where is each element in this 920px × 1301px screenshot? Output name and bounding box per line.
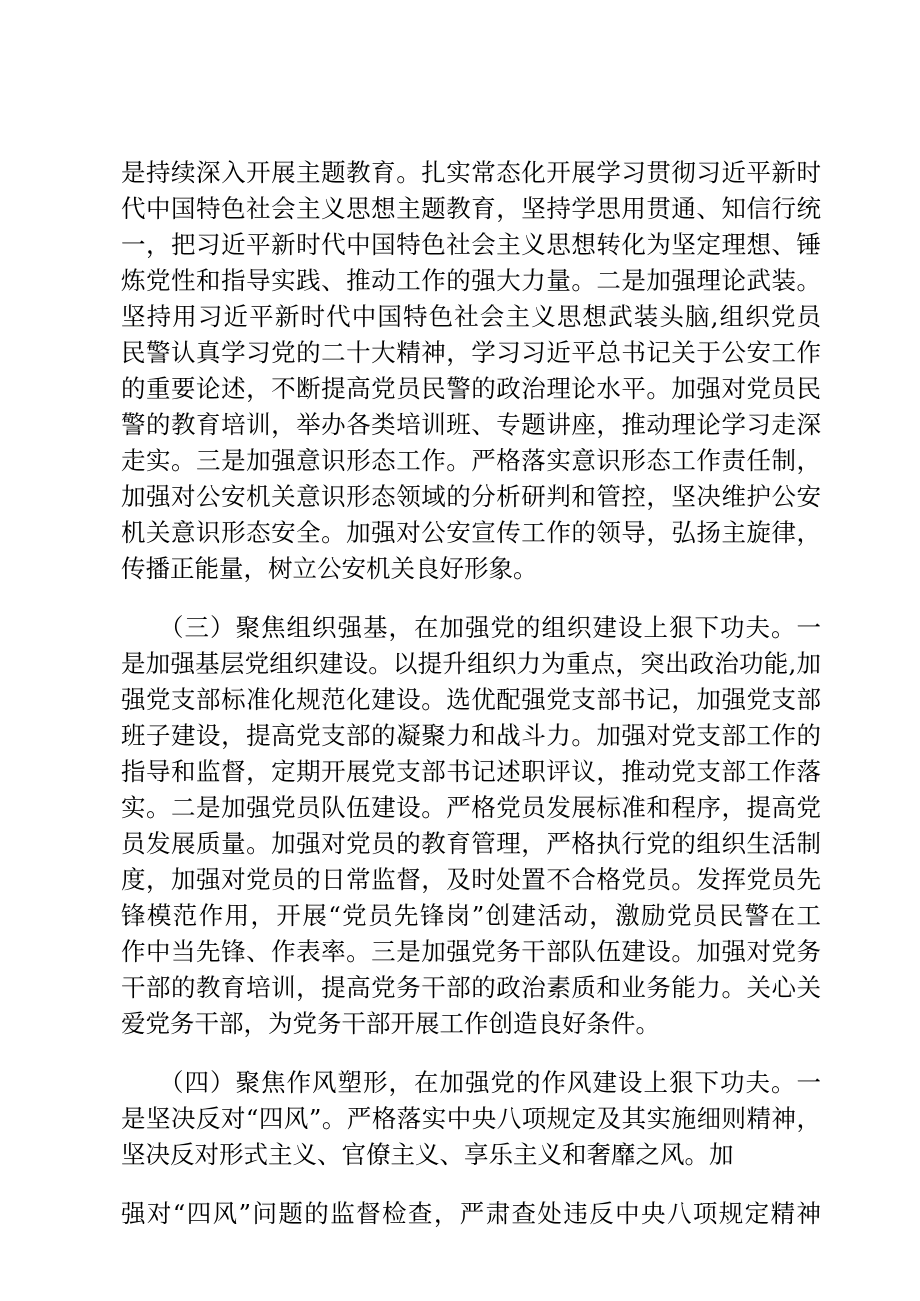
text-line: 民警认真学习党的二十大精神，学习习近平总书记关于公安工作 (121, 338, 821, 367)
text-line: 坚持用习近平新时代中国特色社会主义思想武装头脑,组织党员 (121, 302, 821, 331)
text-line: 代中国特色社会主义思想主题教育，坚持学思用贯通、知信行统 (121, 194, 821, 223)
text-line: 警的教育培训，举办各类培训班、专题讲座，推动理论学习走深 (121, 410, 821, 439)
text-line: 爱党务干部，为党务干部开展工作创造良好条件。 (121, 1009, 660, 1038)
text-line: 指导和监督，定期开展党支部书记述职评议，推动党支部工作落 (121, 757, 821, 786)
text-line: 坚决反对形式主义、官僚主义、享乐主义和奢靡之风。加 (121, 1140, 734, 1169)
text-line: 干部的教育培训，提高党务干部的政治素质和业务能力。关心关 (121, 973, 821, 1002)
text-line: 实。二是加强党员队伍建设。严格党员发展标准和程序，提高党 (121, 793, 821, 822)
text-line: 是加强基层党组织建设。以提升组织力为重点，突出政治功能,加 (121, 649, 821, 678)
text-line: 加强对公安机关意识形态领域的分析研判和管控，坚决维护公安 (121, 482, 821, 511)
text-line: 锋模范作用，开展“党员先锋岗”创建活动，激励党员民警在工 (121, 901, 821, 930)
text-line: 是坚决反对“四风”。严格落实中央八项规定及其实施细则精神， (121, 1104, 821, 1133)
text-line: 传播正能量，树立公安机关良好形象。 (121, 554, 538, 583)
text-line: 走实。三是加强意识形态工作。严格落实意识形态工作责任制， (121, 446, 821, 475)
text-line: 机关意识形态安全。加强对公安宣传工作的领导，弘扬主旋律， (121, 518, 821, 547)
section-heading-line: （四）聚焦作风塑形，在加强党的作风建设上狠下功夫。一 (159, 1068, 821, 1097)
text-line: 是持续深入开展主题教育。扎实常态化开展学习贯彻习近平新时 (121, 158, 821, 187)
text-line: 炼党性和指导实践、推动工作的强大力量。二是加强理论武装。 (121, 266, 821, 295)
text-line: 的重要论述，不断提高党员民警的政治理论水平。加强对党员民 (121, 374, 821, 403)
text-line: 强对“四风”问题的监督检查，严肃查处违反中央八项规定精神 (121, 1199, 821, 1228)
text-line: 作中当先锋、作表率。三是加强党务干部队伍建设。加强对党务 (121, 937, 821, 966)
text-line: 员发展质量。加强对党员的教育管理，严格执行党的组织生活制 (121, 829, 821, 858)
text-line: 一，把习近平新时代中国特色社会主义思想转化为坚定理想、锤 (121, 230, 821, 259)
text-line: 度，加强对党员的日常监督，及时处置不合格党员。发挥党员先 (121, 865, 821, 894)
text-line: 班子建设，提高党支部的凝聚力和战斗力。加强对党支部工作的 (121, 721, 821, 750)
text-line: 强党支部标准化规范化建设。选优配强党支部书记，加强党支部 (121, 685, 821, 714)
section-heading-line: （三）聚焦组织强基，在加强党的组织建设上狠下功夫。一 (159, 613, 821, 642)
